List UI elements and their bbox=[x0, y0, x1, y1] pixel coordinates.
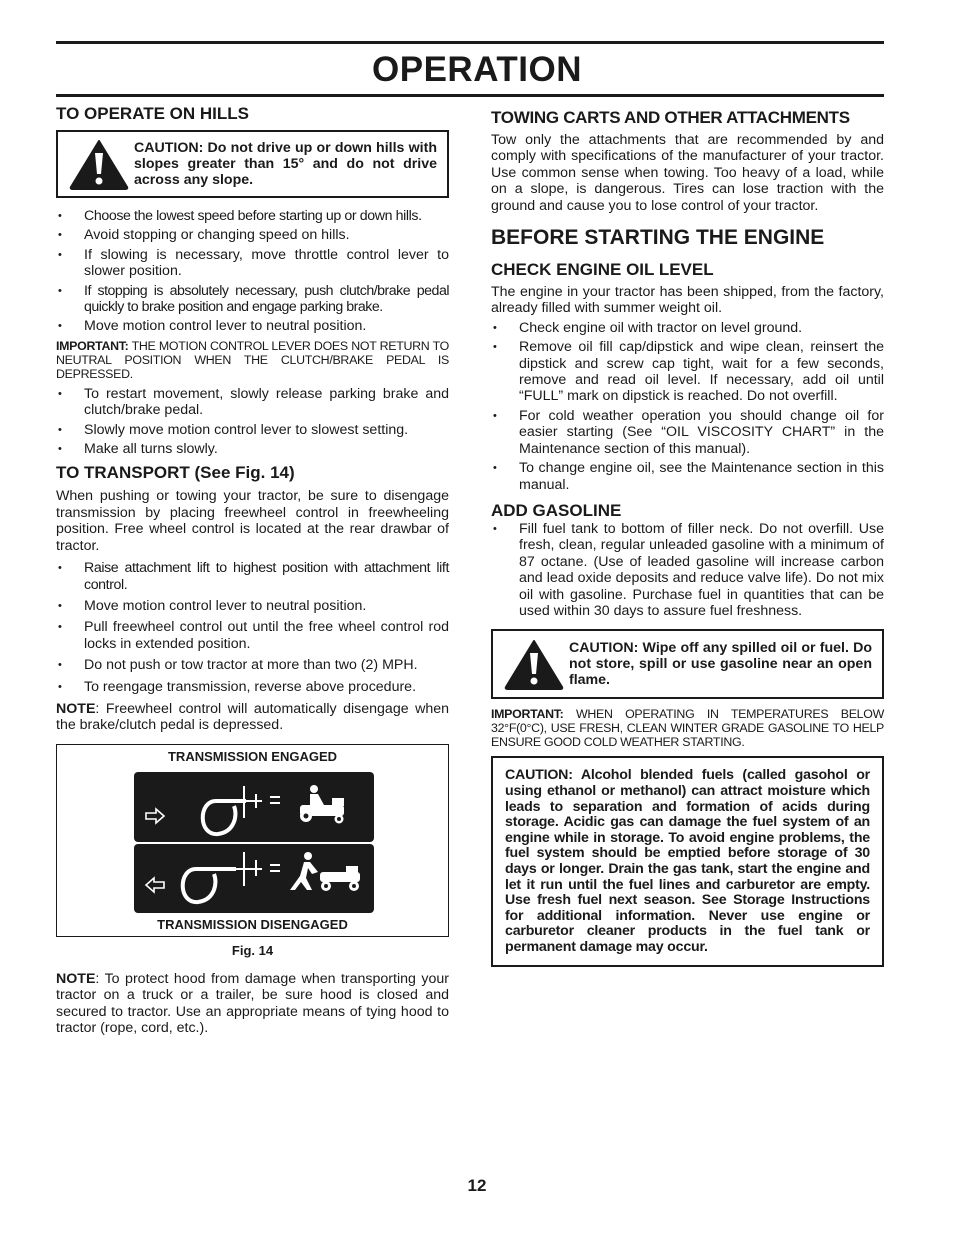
gasoline-caution-box bbox=[491, 629, 884, 699]
before-starting-heading: BEFORE STARTING THE ENGINE bbox=[491, 226, 825, 250]
page-number: 12 bbox=[467, 1176, 487, 1195]
gasoline-bullet-list bbox=[491, 521, 884, 619]
left-column bbox=[56, 104, 449, 1036]
important-text: THE MOTION CONTROL LEVER DOES NOT RETURN TO NEUTRAL POSITION WHEN THE CLUTCH/BRAKE PEDAL IS DEPRESSED. bbox=[56, 338, 449, 381]
transport-intro: When pushing or towing your tractor, be sure to disengage transmission by placing freewheel control in freewheeling position. Free wheel control is located at the rear drawbar of tractor. bbox=[56, 488, 449, 554]
transmission-engaged-label: TRANSMISSION ENGAGED bbox=[167, 748, 337, 764]
oil-heading: CHECK ENGINE OIL LEVEL bbox=[491, 260, 714, 280]
list-item: • Raise attachment lift to highest position with attachment lift control. bbox=[56, 560, 449, 593]
important-text: WHEN OPERATING IN TEMPERATURES BELOW 32°F(0°C), USE FRESH, CLEAN WINTER GRADE GASOLINE TO HELP ENSURE GOOD COLD WEATHER STARTING. bbox=[491, 707, 884, 750]
list-item: • Pull freewheel control out until the free wheel control rod locks in extended position. bbox=[56, 619, 449, 652]
note-label: NOTE bbox=[56, 700, 96, 717]
header-rule-top bbox=[56, 41, 884, 44]
list-item: • Remove oil fill cap/dipstick and wipe clean, reinsert the dipstick and screw cap tight, wait for a few seconds, remove and read oil level. If necessary, add oil until “FULL” mark on dipstick is reached. Do not overfill. bbox=[491, 339, 884, 405]
hills-bullet-list bbox=[56, 208, 449, 335]
warning-triangle-icon bbox=[499, 638, 569, 690]
list-item: • Avoid stopping or changing speed on hills. bbox=[56, 227, 449, 243]
freewheel-note bbox=[56, 701, 449, 734]
note-label: NOTE bbox=[56, 970, 96, 987]
oil-bullet-list bbox=[491, 320, 884, 493]
warning-triangle-icon bbox=[64, 138, 134, 190]
winter-important-note bbox=[491, 707, 884, 749]
list-item: • Do not push or tow tractor at more than two (2) MPH. bbox=[56, 657, 449, 673]
oil-intro: The engine in your tractor has been shipped, from the factory, already filled with summer weight oil. bbox=[491, 284, 884, 317]
note-text: : Freewheel control will automatically disengage when the brake/clutch pedal is depressed. bbox=[56, 700, 449, 734]
gasoline-heading: ADD GASOLINE bbox=[491, 500, 622, 520]
hood-note bbox=[56, 971, 449, 1037]
alcohol-caution-text: CAUTION: Alcohol blended fuels (called gasohol or using ethanol or methanol) can attract moisture which leads to separation and formation of acids during storage. Acidic gas can damage the fuel system of an engine while in storage. To avoid engine problems, the fuel system should be emptied before storage of 30 days or longer. Drain the gas tank, start the engine and let it run until the fuel lines and carburetor are empty. Use fresh fuel next season. See Storage Instructions for additional information. Never use engine or carburetor cleaner products in the fuel tank or permanent damage may occur. bbox=[505, 767, 870, 955]
hills-caution-box bbox=[56, 130, 449, 198]
list-item: • Check engine oil with tractor on level ground. bbox=[491, 320, 884, 336]
list-item: • Move motion control lever to neutral position. bbox=[56, 318, 449, 334]
important-label: IMPORTANT: bbox=[56, 338, 129, 353]
note-text: : To protect hood from damage when transporting your tractor on a truck or a trailer, be sure hood is closed and secured to tractor. Use an appropriate means of tying hood to tractor (rope, cord, etc.). bbox=[56, 970, 449, 1036]
list-item: • Move motion control lever to neutral position. bbox=[56, 598, 449, 614]
figure-caption: Fig. 14 bbox=[231, 942, 274, 958]
transmission-disengaged-label: TRANSMISSION DISENGAGED bbox=[157, 916, 348, 932]
list-item: • Choose the lowest speed before starting up or down hills. bbox=[56, 208, 449, 224]
page-title: OPERATION bbox=[372, 50, 582, 89]
transport-bullet-list bbox=[56, 560, 449, 695]
gasoline-caution-text: CAUTION: Wipe off any spilled oil or fuel. Do not store, spill or use gasoline near an open flame. bbox=[569, 640, 872, 689]
list-item: • To reengage transmission, reverse above procedure. bbox=[56, 679, 449, 695]
transport-heading: TO TRANSPORT (See Fig. 14) bbox=[56, 463, 295, 483]
important-label: IMPORTANT: bbox=[491, 707, 564, 722]
figure-14-box bbox=[56, 744, 449, 937]
towing-heading: TOWING CARTS AND OTHER ATTACHMENTS bbox=[491, 108, 850, 127]
list-item: • If stopping is absolutely necessary, push clutch/brake pedal quickly to brake position and engage parking brake. bbox=[56, 283, 449, 316]
hills-caution-text: CAUTION: Do not drive up or down hills with slopes greater than 15° and do not drive across any slope. bbox=[134, 140, 437, 188]
list-item: • Fill fuel tank to bottom of filler neck. Do not overfill. Use fresh, clean, regular unleaded gasoline with a minimum of 87 octane. (Use of leaded gasoline will increase carbon and lead oxide deposits and reduce valve life). Do not mix oil with gasoline. Purchase fuel in quantities that can be used within 30 days to assure fuel freshness. bbox=[491, 521, 884, 619]
towing-text: Tow only the attachments that are recommended by and comply with specifications of the manufacturer of your tractor. Use common sense when towing. Too heavy of a load, while on a slope, is dangerous. Tires can lose traction with the ground and cause you to lose control of your tractor. bbox=[491, 132, 884, 214]
hills-heading: TO OPERATE ON HILLS bbox=[56, 104, 249, 123]
list-item: • To change engine oil, see the Maintenance section in this manual. bbox=[491, 460, 884, 493]
list-item: • Slowly move motion control lever to slowest setting. bbox=[56, 422, 449, 438]
hills-important-note bbox=[56, 339, 449, 381]
hills-bullet-list-2 bbox=[56, 386, 449, 458]
right-column bbox=[491, 108, 884, 967]
freewheel-diagram bbox=[134, 772, 374, 913]
list-item: • If slowing is necessary, move throttle control lever to slower position. bbox=[56, 247, 449, 280]
list-item: • For cold weather operation you should change oil for easier starting (See “OIL VISCOSITY CHART” in the Maintenance section of this manual). bbox=[491, 408, 884, 457]
list-item: • Make all turns slowly. bbox=[56, 441, 449, 457]
header-rule-bottom bbox=[56, 94, 884, 97]
alcohol-fuel-caution-box bbox=[491, 756, 884, 967]
list-item: • To restart movement, slowly release parking brake and clutch/brake pedal. bbox=[56, 386, 449, 419]
